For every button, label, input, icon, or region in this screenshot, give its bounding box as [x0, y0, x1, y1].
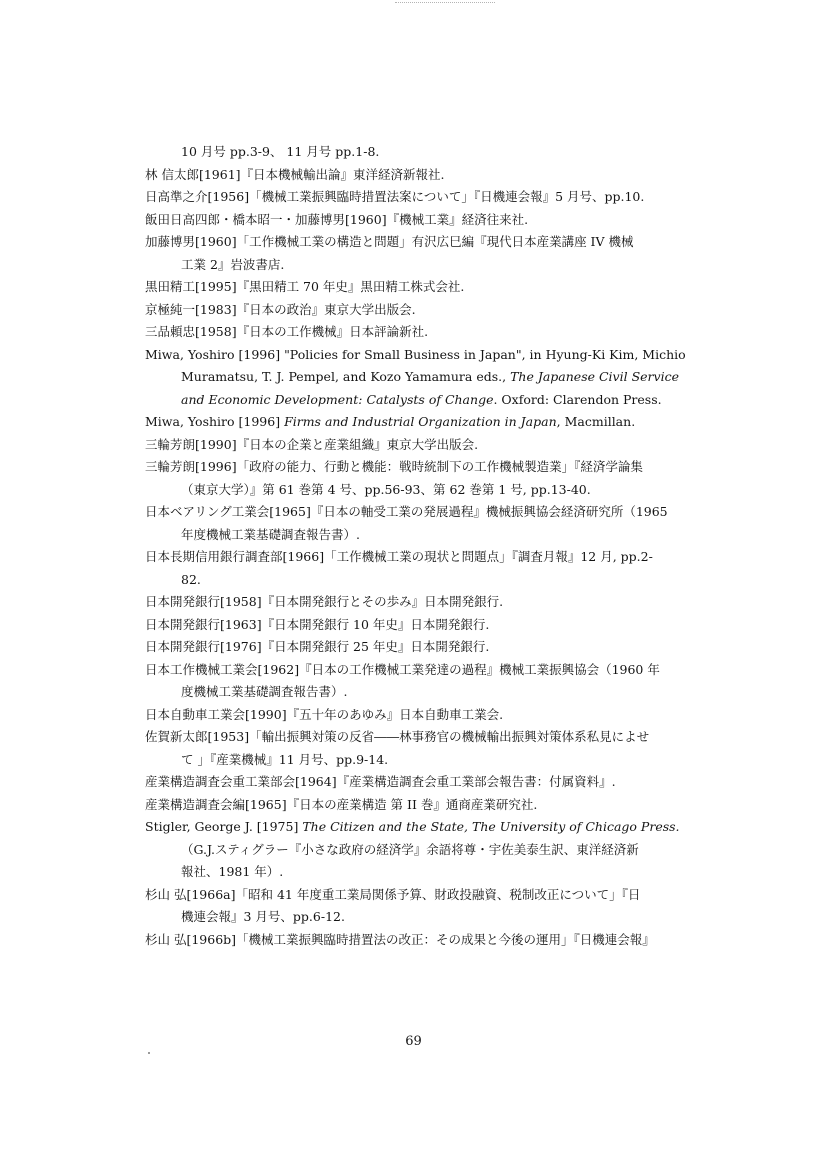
reference-entry [145, 704, 715, 727]
reference-continuation-line [145, 839, 715, 862]
reference-line: 産業構造調査会重工業部会[1964]『産業構造調査会重工業部会報告書：付属資料』. [145, 774, 616, 789]
reference-line: 杉山 弘[1966a]「昭和 41 年度重工業局関係予算、財政投融資、税制改正について」『日 [145, 886, 641, 902]
reference-line: 杉山 弘[1966b]「機械工業振興臨時措置法の改正：その成果と今後の運用」『日機連会報』 [145, 931, 655, 947]
reference-list [145, 141, 715, 951]
reference-title-italic: The Japanese Civil Service [510, 369, 679, 384]
reference-continuation-line: 工業 2』岩波書店. [181, 256, 285, 272]
top-edge-mark [395, 2, 495, 7]
reference-continuation-line [145, 389, 715, 412]
reference-text: Miwa, Yoshiro [1996] [145, 414, 285, 429]
reference-text: , Macmillan. [556, 414, 636, 429]
reference-entry [145, 141, 715, 164]
reference-entry [145, 164, 715, 187]
reference-continuation-line [145, 861, 715, 884]
reference-entry [145, 186, 715, 209]
reference-line: 産業構造調査会編[1965]『日本の産業構造 第 II 巻』通商産業研究社. [145, 796, 538, 812]
reference-entry [145, 299, 715, 322]
reference-line: 日本開発銀行[1976]『日本開発銀行 25 年史』日本開発銀行. [145, 639, 490, 654]
reference-text: . Oxford: Clarendon Press. [493, 391, 662, 407]
reference-entry [145, 591, 715, 614]
reference-entry [145, 344, 715, 412]
reference-title-italic: Firms and Industrial Organization in Japan [284, 414, 557, 429]
reference-text: Stigler, George J. [1975] [145, 819, 303, 834]
reference-continuation-line [145, 366, 715, 389]
reference-entry [145, 929, 715, 952]
reference-text: （G.J.スティグラー『小さな政府の経済学』余語将尊・宇佐美泰生訳、東洋経済新 [181, 841, 639, 857]
reference-line: 林 信太郎[1961]『日本機械輸出論』東洋経済新報社. [145, 166, 445, 182]
reference-line: 三輪芳朗[1996]「政府の能力、行動と機能：戦時統制下の工作機械製造業」『経済学論集 [145, 459, 643, 474]
reference-text: 報社、1981 年）. [181, 864, 284, 879]
reference-line: 黒田精工[1995]『黒田精工 70 年史』黒田精工株式会社. [145, 279, 465, 294]
reference-line: 加藤博男[1960]「工作機械工業の構造と問題」有沢広巳編『現代日本産業講座 IV 機械 [145, 234, 634, 249]
reference-line: 日本開発銀行[1963]『日本開発銀行 10 年史』日本開発銀行. [145, 616, 490, 632]
reference-entry [145, 411, 715, 434]
reference-line: 日本長期信用銀行調査部[1966]「工作機械工業の現状と問題点」『調査月報』12 月, pp.2- [145, 549, 653, 564]
reference-line: 日本開発銀行[1958]『日本開発銀行とその歩み』日本開発銀行. [145, 594, 504, 609]
reference-entry [145, 771, 715, 794]
reference-entry [145, 816, 715, 884]
reference-text: Miwa, Yoshiro [1996] "Policies for Small Business in Japan", in Hyung-Ki Kim, Michio [145, 346, 686, 362]
reference-line: 日高準之介[1956]「機械工業振興臨時措置法案について」『日機連会報』5 月号、pp.10. [145, 189, 645, 204]
reference-line: 日本ベアリング工業会[1965]『日本の軸受工業の発展過程』機械振興協会経済研究所（1965 [145, 504, 668, 519]
reference-entry [145, 321, 715, 344]
reference-entry [145, 209, 715, 232]
reference-entry [145, 726, 715, 771]
reference-line: 飯田日高四郎・橋本昭一・加藤博男[1960]『機械工業』経済往来社. [145, 211, 529, 227]
reference-line: 京極純一[1983]『日本の政治』東京大学出版会. [145, 301, 416, 317]
reference-continuation-line: 度機械工業基礎調査報告書）. [181, 684, 348, 699]
scan-dot [148, 1052, 150, 1054]
reference-continuation-line: 82. [181, 571, 201, 587]
reference-line: 三品頼忠[1958]『日本の工作機械』日本評論新社. [145, 324, 429, 339]
reference-entry [145, 659, 715, 704]
reference-text: Muramatsu, T. J. Pempel, and Kozo Yamamura eds., [181, 369, 511, 384]
reference-continuation-line: 機連会報』3 月号、pp.6-12. [181, 909, 345, 924]
reference-continuation-line: 年度機械工業基礎調査報告書）. [181, 526, 360, 542]
reference-title-italic: and Economic Development: Catalysts of Change [181, 391, 494, 407]
reference-line: 10 月号 pp.3-9、 11 月号 pp.1-8. [181, 144, 380, 159]
reference-entry [145, 636, 715, 659]
reference-line: 日本工作機械工業会[1962]『日本の工作機械工業発達の過程』機械工業振興協会（1960 年 [145, 661, 660, 677]
reference-continuation-line: て 」『産業機械』11 月号、pp.9‐14. [181, 751, 389, 767]
reference-entry [145, 434, 715, 457]
reference-title-italic: The Citizen and the State, The University of Chicago Press. [302, 819, 680, 834]
reference-entry [145, 456, 715, 501]
reference-entry [145, 231, 715, 276]
reference-entry [145, 546, 715, 591]
reference-entry [145, 501, 715, 546]
reference-line: 三輪芳朗[1990]『日本の企業と産業組織』東京大学出版会. [145, 436, 479, 452]
reference-entry [145, 884, 715, 929]
reference-line: 日本自動車工業会[1990]『五十年のあゆみ』日本自動車工業会. [145, 706, 504, 722]
reference-entry [145, 794, 715, 817]
reference-entry [145, 276, 715, 299]
page-number: 69 [405, 1034, 422, 1049]
reference-line: 佐賀新太郎[1953]「輸出振興対策の反省――林事務官の機械輸出振興対策体系私見によせ [145, 729, 650, 744]
reference-continuation-line: （東京大学）』第 61 巻第 4 号、pp.56-93、第 62 巻第 1 号, pp.13-40. [181, 481, 591, 497]
reference-entry [145, 614, 715, 637]
